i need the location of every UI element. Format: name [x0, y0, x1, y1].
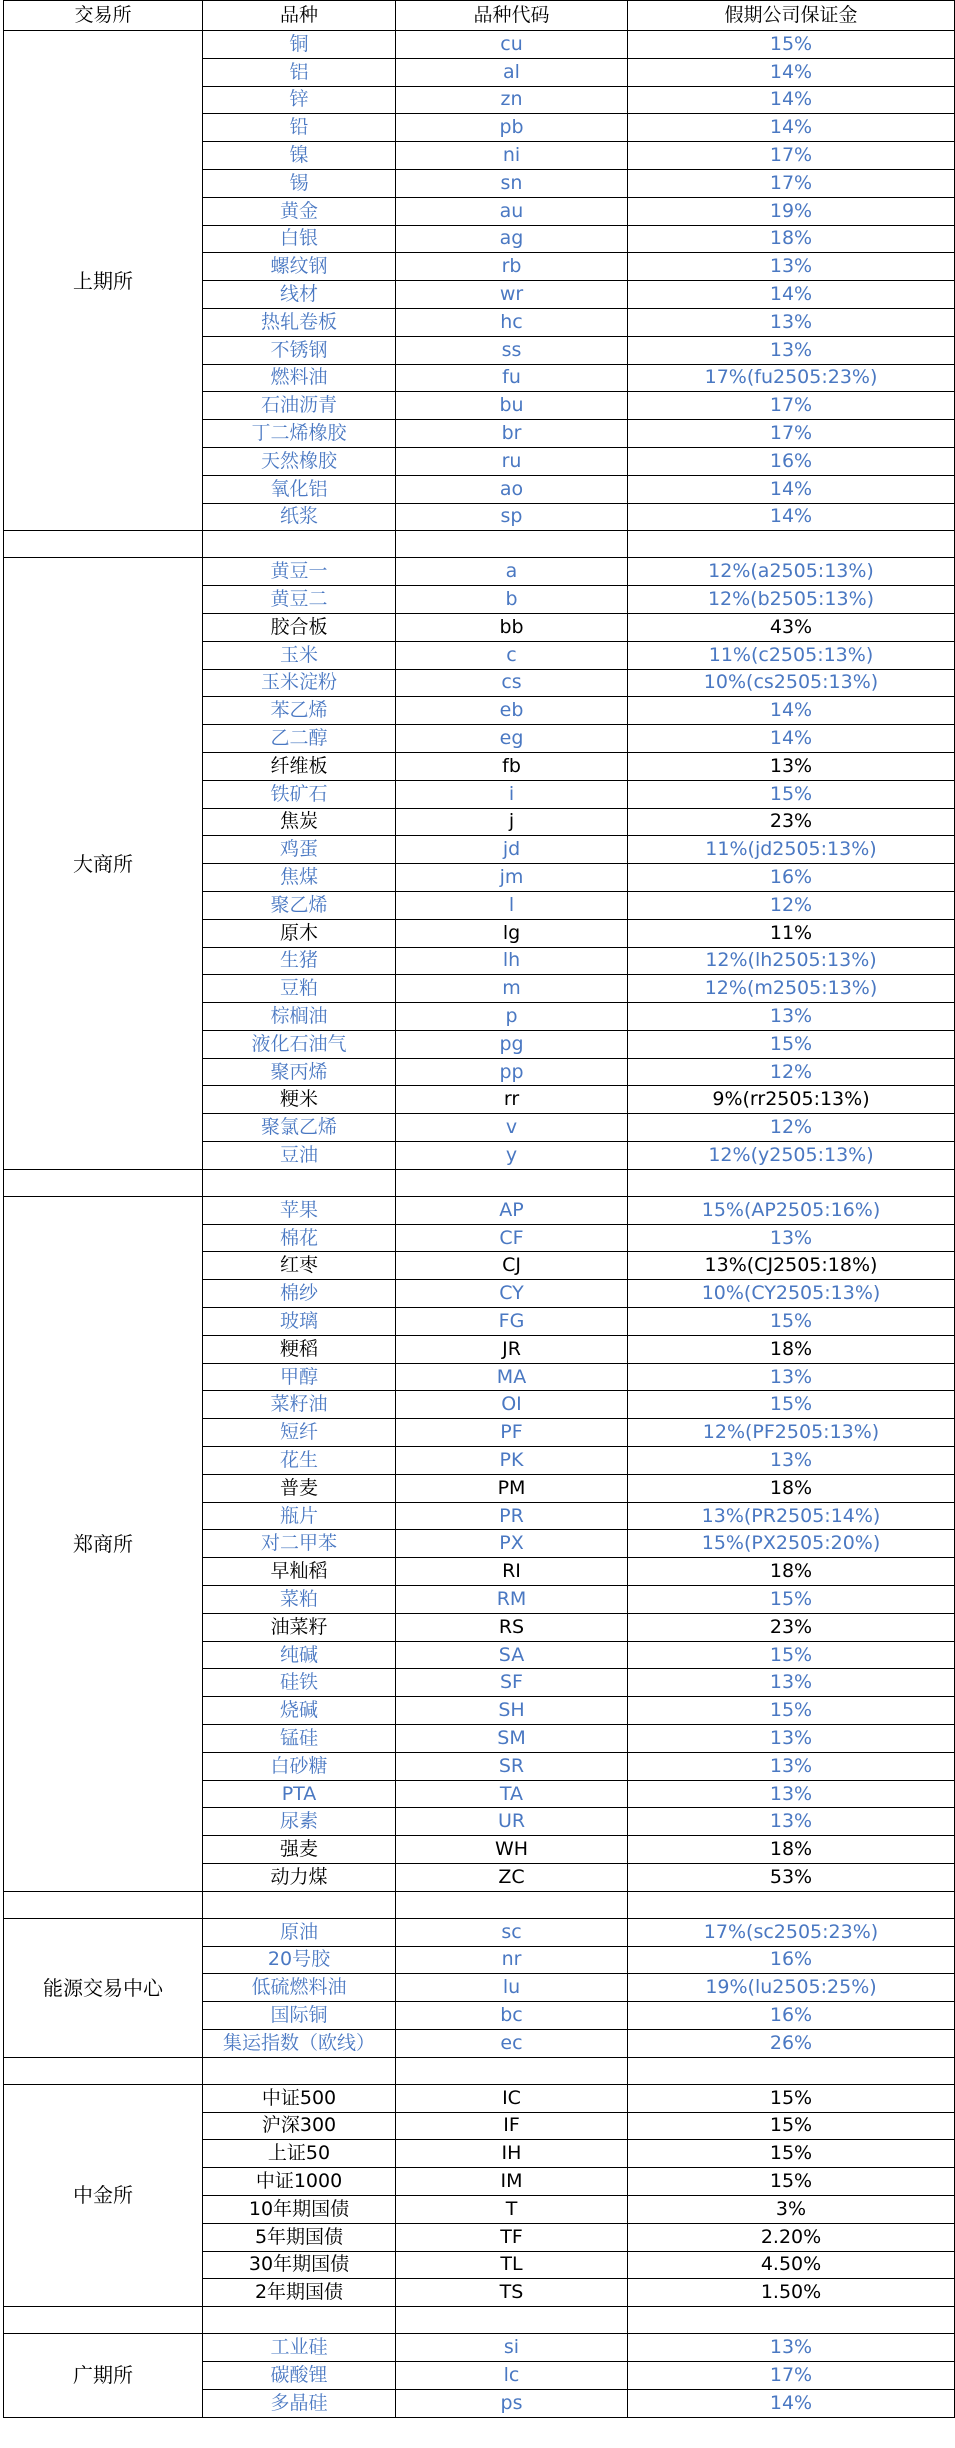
product-name-cell[interactable]: 短纤 [203, 1419, 396, 1447]
product-code-cell[interactable]: pp [396, 1058, 628, 1086]
product-code-cell[interactable]: PR [396, 1502, 628, 1530]
margin-cell[interactable]: 13% [628, 1669, 955, 1697]
margin-cell[interactable]: 19% [628, 197, 955, 225]
product-code-cell: RS [396, 1613, 628, 1641]
product-code-cell[interactable]: pg [396, 1030, 628, 1058]
table-header [4, 1, 955, 31]
product-code-cell[interactable]: AP [396, 1196, 628, 1224]
table-body [4, 31, 955, 2418]
margin-cell[interactable]: 17% [628, 2361, 955, 2389]
product-name-cell[interactable]: 多晶硅 [203, 2389, 396, 2417]
product-name-cell: 2年期国债 [203, 2279, 396, 2307]
margin-cell: 15% [628, 2084, 955, 2112]
product-code-cell[interactable]: au [396, 197, 628, 225]
product-name-cell[interactable]: 棕榈油 [203, 1003, 396, 1031]
table-row [4, 31, 955, 59]
table-row [4, 558, 955, 586]
product-code-cell: IF [396, 2112, 628, 2140]
product-code-cell[interactable]: cs [396, 669, 628, 697]
margin-cell[interactable]: 14% [628, 725, 955, 753]
margin-cell[interactable]: 12% [628, 1058, 955, 1086]
product-code-cell: IM [396, 2168, 628, 2196]
margin-cell[interactable]: 13% [628, 1363, 955, 1391]
group-spacer-row [4, 531, 955, 558]
product-name-cell: 中证500 [203, 2084, 396, 2112]
group-spacer-row [4, 1891, 955, 1918]
product-name-cell[interactable]: 螺纹钢 [203, 253, 396, 281]
product-code-cell[interactable]: ao [396, 475, 628, 503]
product-name-cell[interactable]: 鸡蛋 [203, 836, 396, 864]
margin-cell[interactable]: 12% [628, 1114, 955, 1142]
product-code-cell[interactable]: p [396, 1003, 628, 1031]
empty-cell [628, 1891, 955, 1918]
product-code-cell: fb [396, 752, 628, 780]
product-code-cell: T [396, 2195, 628, 2223]
product-code-cell[interactable]: OI [396, 1391, 628, 1419]
product-name-cell[interactable]: 棉纱 [203, 1280, 396, 1308]
margin-cell[interactable]: 15% [628, 31, 955, 59]
margin-cell[interactable]: 16% [628, 447, 955, 475]
product-name-cell[interactable]: 瓶片 [203, 1502, 396, 1530]
margin-table [3, 0, 955, 2418]
header-product-code: 品种代码 [396, 1, 628, 31]
header-product: 品种 [203, 1, 396, 31]
margin-cell: 53% [628, 1864, 955, 1892]
empty-cell [203, 2057, 396, 2084]
product-code-cell: TL [396, 2251, 628, 2279]
margin-cell[interactable]: 12%(a2505:13%) [628, 558, 955, 586]
empty-cell [4, 2057, 203, 2084]
product-code-cell: RI [396, 1558, 628, 1586]
product-name-cell[interactable]: 低硫燃料油 [203, 1974, 396, 2002]
product-name-cell[interactable]: 集运指数（欧线） [203, 2029, 396, 2057]
product-code-cell: IC [396, 2084, 628, 2112]
margin-cell[interactable]: 15% [628, 1308, 955, 1336]
product-code-cell[interactable]: al [396, 58, 628, 86]
product-name-cell[interactable]: 玉米 [203, 641, 396, 669]
empty-cell [4, 1891, 203, 1918]
margin-cell: 15% [628, 2168, 955, 2196]
product-code-cell: ZC [396, 1864, 628, 1892]
exchange-cell: 郑商所 [4, 1196, 203, 1891]
product-code-cell: rr [396, 1086, 628, 1114]
margin-cell: 1.50% [628, 2279, 955, 2307]
product-name-cell[interactable]: 聚乙烯 [203, 891, 396, 919]
product-name-cell[interactable]: 苹果 [203, 1196, 396, 1224]
product-name-cell[interactable]: 液化石油气 [203, 1030, 396, 1058]
empty-cell [628, 531, 955, 558]
product-code-cell[interactable]: a [396, 558, 628, 586]
product-code-cell[interactable]: ss [396, 336, 628, 364]
product-code-cell[interactable]: m [396, 975, 628, 1003]
margin-cell[interactable]: 10%(cs2505:13%) [628, 669, 955, 697]
product-code-cell: IH [396, 2140, 628, 2168]
product-name-cell[interactable]: 镍 [203, 142, 396, 170]
margin-cell[interactable]: 15% [628, 1030, 955, 1058]
product-name-cell[interactable]: 玉米淀粉 [203, 669, 396, 697]
product-code-cell[interactable]: wr [396, 281, 628, 309]
margin-cell[interactable]: 15% [628, 780, 955, 808]
product-name-cell[interactable]: 乙二醇 [203, 725, 396, 753]
margin-cell[interactable]: 16% [628, 2002, 955, 2030]
margin-cell: 13%(CJ2505:18%) [628, 1252, 955, 1280]
margin-cell[interactable]: 17% [628, 169, 955, 197]
product-code-cell[interactable]: PX [396, 1530, 628, 1558]
product-name-cell[interactable]: 聚氯乙烯 [203, 1114, 396, 1142]
product-name-cell[interactable]: 铁矿石 [203, 780, 396, 808]
margin-cell[interactable]: 14% [628, 281, 955, 309]
product-name-cell[interactable]: 铜 [203, 31, 396, 59]
product-name-cell[interactable]: 石油沥青 [203, 392, 396, 420]
empty-cell [628, 1169, 955, 1196]
product-name-cell[interactable]: 玻璃 [203, 1308, 396, 1336]
product-name-cell[interactable]: 豆油 [203, 1142, 396, 1170]
margin-cell: 15% [628, 2140, 955, 2168]
margin-cell: 2.20% [628, 2223, 955, 2251]
product-name-cell: 红枣 [203, 1252, 396, 1280]
product-code-cell[interactable]: CF [396, 1224, 628, 1252]
product-code-cell: TS [396, 2279, 628, 2307]
margin-cell[interactable]: 11%(c2505:13%) [628, 641, 955, 669]
product-name-cell[interactable]: 锰硅 [203, 1725, 396, 1753]
margin-cell[interactable]: 15% [628, 1641, 955, 1669]
product-name-cell[interactable]: 对二甲苯 [203, 1530, 396, 1558]
product-code-cell[interactable]: pb [396, 114, 628, 142]
product-code-cell[interactable]: ec [396, 2029, 628, 2057]
product-code-cell[interactable]: rb [396, 253, 628, 281]
margin-cell[interactable]: 11%(jd2505:13%) [628, 836, 955, 864]
product-name-cell: 强麦 [203, 1836, 396, 1864]
product-name-cell[interactable]: 氧化铝 [203, 475, 396, 503]
product-name-cell[interactable]: 热轧卷板 [203, 308, 396, 336]
product-code-cell[interactable]: TA [396, 1780, 628, 1808]
product-code-cell[interactable]: SF [396, 1669, 628, 1697]
margin-cell[interactable]: 12%(m2505:13%) [628, 975, 955, 1003]
margin-cell[interactable]: 15% [628, 1391, 955, 1419]
product-name-cell: 油菜籽 [203, 1613, 396, 1641]
product-name-cell[interactable]: 棉花 [203, 1224, 396, 1252]
product-code-cell[interactable]: i [396, 780, 628, 808]
margin-cell: 18% [628, 1836, 955, 1864]
product-code-cell[interactable]: CY [396, 1280, 628, 1308]
margin-cell[interactable]: 13% [628, 2334, 955, 2362]
table-row [4, 2334, 955, 2362]
product-name-cell[interactable]: 豆粕 [203, 975, 396, 1003]
margin-cell[interactable]: 13% [628, 253, 955, 281]
product-code-cell[interactable]: jm [396, 864, 628, 892]
exchange-cell: 上期所 [4, 31, 203, 531]
product-code-cell[interactable]: v [396, 1114, 628, 1142]
margin-cell[interactable]: 13% [628, 1003, 955, 1031]
exchange-cell: 中金所 [4, 2084, 203, 2306]
product-name-cell[interactable]: PTA [203, 1780, 396, 1808]
margin-cell[interactable]: 16% [628, 864, 955, 892]
group-spacer-row [4, 2307, 955, 2334]
product-code-cell[interactable]: ni [396, 142, 628, 170]
product-name-cell[interactable]: 丁二烯橡胶 [203, 420, 396, 448]
product-code-cell[interactable]: UR [396, 1808, 628, 1836]
margin-cell[interactable]: 14% [628, 86, 955, 114]
product-name-cell[interactable]: 黄豆一 [203, 558, 396, 586]
margin-cell[interactable]: 13% [628, 1808, 955, 1836]
margin-cell[interactable]: 15%(AP2505:16%) [628, 1196, 955, 1224]
product-name-cell: 粳米 [203, 1086, 396, 1114]
margin-cell: 23% [628, 1613, 955, 1641]
product-code-cell[interactable]: hc [396, 308, 628, 336]
product-code-cell[interactable]: eg [396, 725, 628, 753]
margin-cell: 18% [628, 1558, 955, 1586]
product-name-cell: 上证50 [203, 2140, 396, 2168]
product-name-cell[interactable]: 尿素 [203, 1808, 396, 1836]
margin-cell: 18% [628, 1474, 955, 1502]
margin-cell[interactable]: 15% [628, 1586, 955, 1614]
product-code-cell[interactable]: PK [396, 1447, 628, 1475]
margin-cell[interactable]: 12%(lh2505:13%) [628, 947, 955, 975]
product-name-cell: 焦炭 [203, 808, 396, 836]
product-name-cell: 普麦 [203, 1474, 396, 1502]
empty-cell [4, 1169, 203, 1196]
margin-cell[interactable]: 14% [628, 114, 955, 142]
margin-cell: 3% [628, 2195, 955, 2223]
product-name-cell: 粳稻 [203, 1335, 396, 1363]
product-code-cell: j [396, 808, 628, 836]
product-code-cell[interactable]: jd [396, 836, 628, 864]
product-code-cell: PM [396, 1474, 628, 1502]
margin-cell[interactable]: 19%(lu2505:25%) [628, 1974, 955, 2002]
product-name-cell[interactable]: 原油 [203, 1918, 396, 1946]
product-name-cell: 30年期国债 [203, 2251, 396, 2279]
header-row [4, 1, 955, 31]
product-name-cell: 早籼稻 [203, 1558, 396, 1586]
product-code-cell[interactable]: ru [396, 447, 628, 475]
product-name-cell[interactable]: 白银 [203, 225, 396, 253]
header-holiday-margin: 假期公司保证金 [628, 1, 955, 31]
product-code-cell[interactable]: SM [396, 1725, 628, 1753]
product-code-cell[interactable]: PF [396, 1419, 628, 1447]
product-code-cell[interactable]: eb [396, 697, 628, 725]
product-code-cell[interactable]: zn [396, 86, 628, 114]
product-name-cell[interactable]: 黄豆二 [203, 586, 396, 614]
product-code-cell[interactable]: ps [396, 2389, 628, 2417]
product-name-cell[interactable]: 纯碱 [203, 1641, 396, 1669]
empty-cell [203, 531, 396, 558]
product-name-cell[interactable]: 甲醇 [203, 1363, 396, 1391]
margin-cell[interactable]: 13% [628, 336, 955, 364]
product-name-cell[interactable]: 锌 [203, 86, 396, 114]
product-code-cell[interactable]: c [396, 641, 628, 669]
product-name-cell[interactable]: 焦煤 [203, 864, 396, 892]
product-name-cell[interactable]: 不锈钢 [203, 336, 396, 364]
product-code-cell[interactable]: RM [396, 1586, 628, 1614]
empty-cell [203, 2307, 396, 2334]
product-name-cell: 动力煤 [203, 1864, 396, 1892]
margin-cell[interactable]: 17% [628, 392, 955, 420]
product-name-cell[interactable]: 黄金 [203, 197, 396, 225]
product-name-cell[interactable]: 纸浆 [203, 503, 396, 531]
product-name-cell[interactable]: 天然橡胶 [203, 447, 396, 475]
margin-cell[interactable]: 13% [628, 1752, 955, 1780]
product-name-cell[interactable]: 工业硅 [203, 2334, 396, 2362]
product-code-cell[interactable]: b [396, 586, 628, 614]
empty-cell [4, 531, 203, 558]
product-code-cell: CJ [396, 1252, 628, 1280]
product-name-cell[interactable]: 菜粕 [203, 1586, 396, 1614]
product-code-cell[interactable]: y [396, 1142, 628, 1170]
product-code-cell[interactable]: FG [396, 1308, 628, 1336]
margin-cell[interactable]: 17%(fu2505:23%) [628, 364, 955, 392]
empty-cell [203, 1891, 396, 1918]
margin-cell[interactable]: 12%(PF2505:13%) [628, 1419, 955, 1447]
group-spacer-row [4, 1169, 955, 1196]
product-name-cell[interactable]: 碳酸锂 [203, 2361, 396, 2389]
product-code-cell[interactable]: lc [396, 2361, 628, 2389]
product-name-cell[interactable]: 烧碱 [203, 1697, 396, 1725]
empty-cell [203, 1169, 396, 1196]
product-name-cell: 沪深300 [203, 2112, 396, 2140]
product-code-cell[interactable]: SR [396, 1752, 628, 1780]
product-code-cell: TF [396, 2223, 628, 2251]
margin-cell[interactable]: 17% [628, 420, 955, 448]
product-name-cell: 原木 [203, 919, 396, 947]
empty-cell [628, 2307, 955, 2334]
product-name-cell: 5年期国债 [203, 2223, 396, 2251]
margin-cell[interactable]: 17% [628, 142, 955, 170]
product-code-cell[interactable]: si [396, 2334, 628, 2362]
product-name-cell[interactable]: 铝 [203, 58, 396, 86]
margin-cell[interactable]: 16% [628, 1946, 955, 1974]
product-name-cell[interactable]: 苯乙烯 [203, 697, 396, 725]
product-name-cell[interactable]: 生猪 [203, 947, 396, 975]
product-name-cell[interactable]: 硅铁 [203, 1669, 396, 1697]
product-code-cell[interactable]: sp [396, 503, 628, 531]
margin-cell[interactable]: 26% [628, 2029, 955, 2057]
product-name-cell[interactable]: 花生 [203, 1447, 396, 1475]
product-name-cell: 中证1000 [203, 2168, 396, 2196]
product-name-cell[interactable]: 锡 [203, 169, 396, 197]
product-code-cell[interactable]: nr [396, 1946, 628, 1974]
margin-cell[interactable]: 12%(y2505:13%) [628, 1142, 955, 1170]
table-row [4, 1918, 955, 1946]
margin-cell: 43% [628, 613, 955, 641]
product-name-cell[interactable]: 线材 [203, 281, 396, 309]
margin-cell[interactable]: 15% [628, 1697, 955, 1725]
margin-cell[interactable]: 13%(PR2505:14%) [628, 1502, 955, 1530]
margin-cell[interactable]: 13% [628, 1447, 955, 1475]
empty-cell [396, 531, 628, 558]
product-name-cell[interactable]: 菜籽油 [203, 1391, 396, 1419]
product-code-cell[interactable]: SH [396, 1697, 628, 1725]
product-code-cell[interactable]: MA [396, 1363, 628, 1391]
header-exchange: 交易所 [4, 1, 203, 31]
empty-cell [396, 1169, 628, 1196]
product-name-cell: 胶合板 [203, 613, 396, 641]
margin-cell[interactable]: 14% [628, 58, 955, 86]
product-code-cell[interactable]: fu [396, 364, 628, 392]
table-row [4, 2084, 955, 2112]
product-code-cell[interactable]: sc [396, 1918, 628, 1946]
group-spacer-row [4, 2057, 955, 2084]
margin-cell[interactable]: 15%(PX2505:20%) [628, 1530, 955, 1558]
product-name-cell[interactable]: 聚丙烯 [203, 1058, 396, 1086]
product-name-cell[interactable]: 铅 [203, 114, 396, 142]
product-name-cell[interactable]: 20号胶 [203, 1946, 396, 1974]
product-name-cell: 10年期国债 [203, 2195, 396, 2223]
margin-cell[interactable]: 14% [628, 697, 955, 725]
margin-cell[interactable]: 12% [628, 891, 955, 919]
product-code-cell[interactable]: sn [396, 169, 628, 197]
product-code-cell: lg [396, 919, 628, 947]
product-name-cell[interactable]: 白砂糖 [203, 1752, 396, 1780]
product-code-cell: bb [396, 613, 628, 641]
product-code-cell[interactable]: br [396, 420, 628, 448]
product-code-cell: JR [396, 1335, 628, 1363]
exchange-cell: 广期所 [4, 2334, 203, 2417]
empty-cell [396, 1891, 628, 1918]
margin-cell: 18% [628, 1335, 955, 1363]
margin-cell[interactable]: 13% [628, 1224, 955, 1252]
margin-cell: 11% [628, 919, 955, 947]
margin-cell[interactable]: 12%(b2505:13%) [628, 586, 955, 614]
margin-cell: 4.50% [628, 2251, 955, 2279]
exchange-cell: 能源交易中心 [4, 1918, 203, 2057]
margin-cell: 23% [628, 808, 955, 836]
empty-cell [4, 2307, 203, 2334]
product-code-cell[interactable]: bc [396, 2002, 628, 2030]
product-code-cell[interactable]: lh [396, 947, 628, 975]
margin-cell: 13% [628, 752, 955, 780]
product-code-cell: WH [396, 1836, 628, 1864]
product-code-cell[interactable]: cu [396, 31, 628, 59]
margin-cell: 9%(rr2505:13%) [628, 1086, 955, 1114]
empty-cell [628, 2057, 955, 2084]
margin-cell[interactable]: 14% [628, 503, 955, 531]
product-code-cell[interactable]: lu [396, 1974, 628, 2002]
product-name-cell[interactable]: 国际铜 [203, 2002, 396, 2030]
product-code-cell[interactable]: SA [396, 1641, 628, 1669]
margin-cell[interactable]: 13% [628, 1780, 955, 1808]
product-code-cell[interactable]: ag [396, 225, 628, 253]
margin-cell[interactable]: 13% [628, 1725, 955, 1753]
margin-cell[interactable]: 14% [628, 475, 955, 503]
product-name-cell: 纤维板 [203, 752, 396, 780]
empty-cell [396, 2057, 628, 2084]
product-code-cell[interactable]: l [396, 891, 628, 919]
margin-cell[interactable]: 13% [628, 308, 955, 336]
margin-cell[interactable]: 10%(CY2505:13%) [628, 1280, 955, 1308]
exchange-cell: 大商所 [4, 558, 203, 1170]
margin-cell[interactable]: 14% [628, 2389, 955, 2417]
product-name-cell[interactable]: 燃料油 [203, 364, 396, 392]
margin-cell: 15% [628, 2112, 955, 2140]
empty-cell [396, 2307, 628, 2334]
product-code-cell[interactable]: bu [396, 392, 628, 420]
margin-cell[interactable]: 18% [628, 225, 955, 253]
margin-cell[interactable]: 17%(sc2505:23%) [628, 1918, 955, 1946]
table-row [4, 1196, 955, 1224]
